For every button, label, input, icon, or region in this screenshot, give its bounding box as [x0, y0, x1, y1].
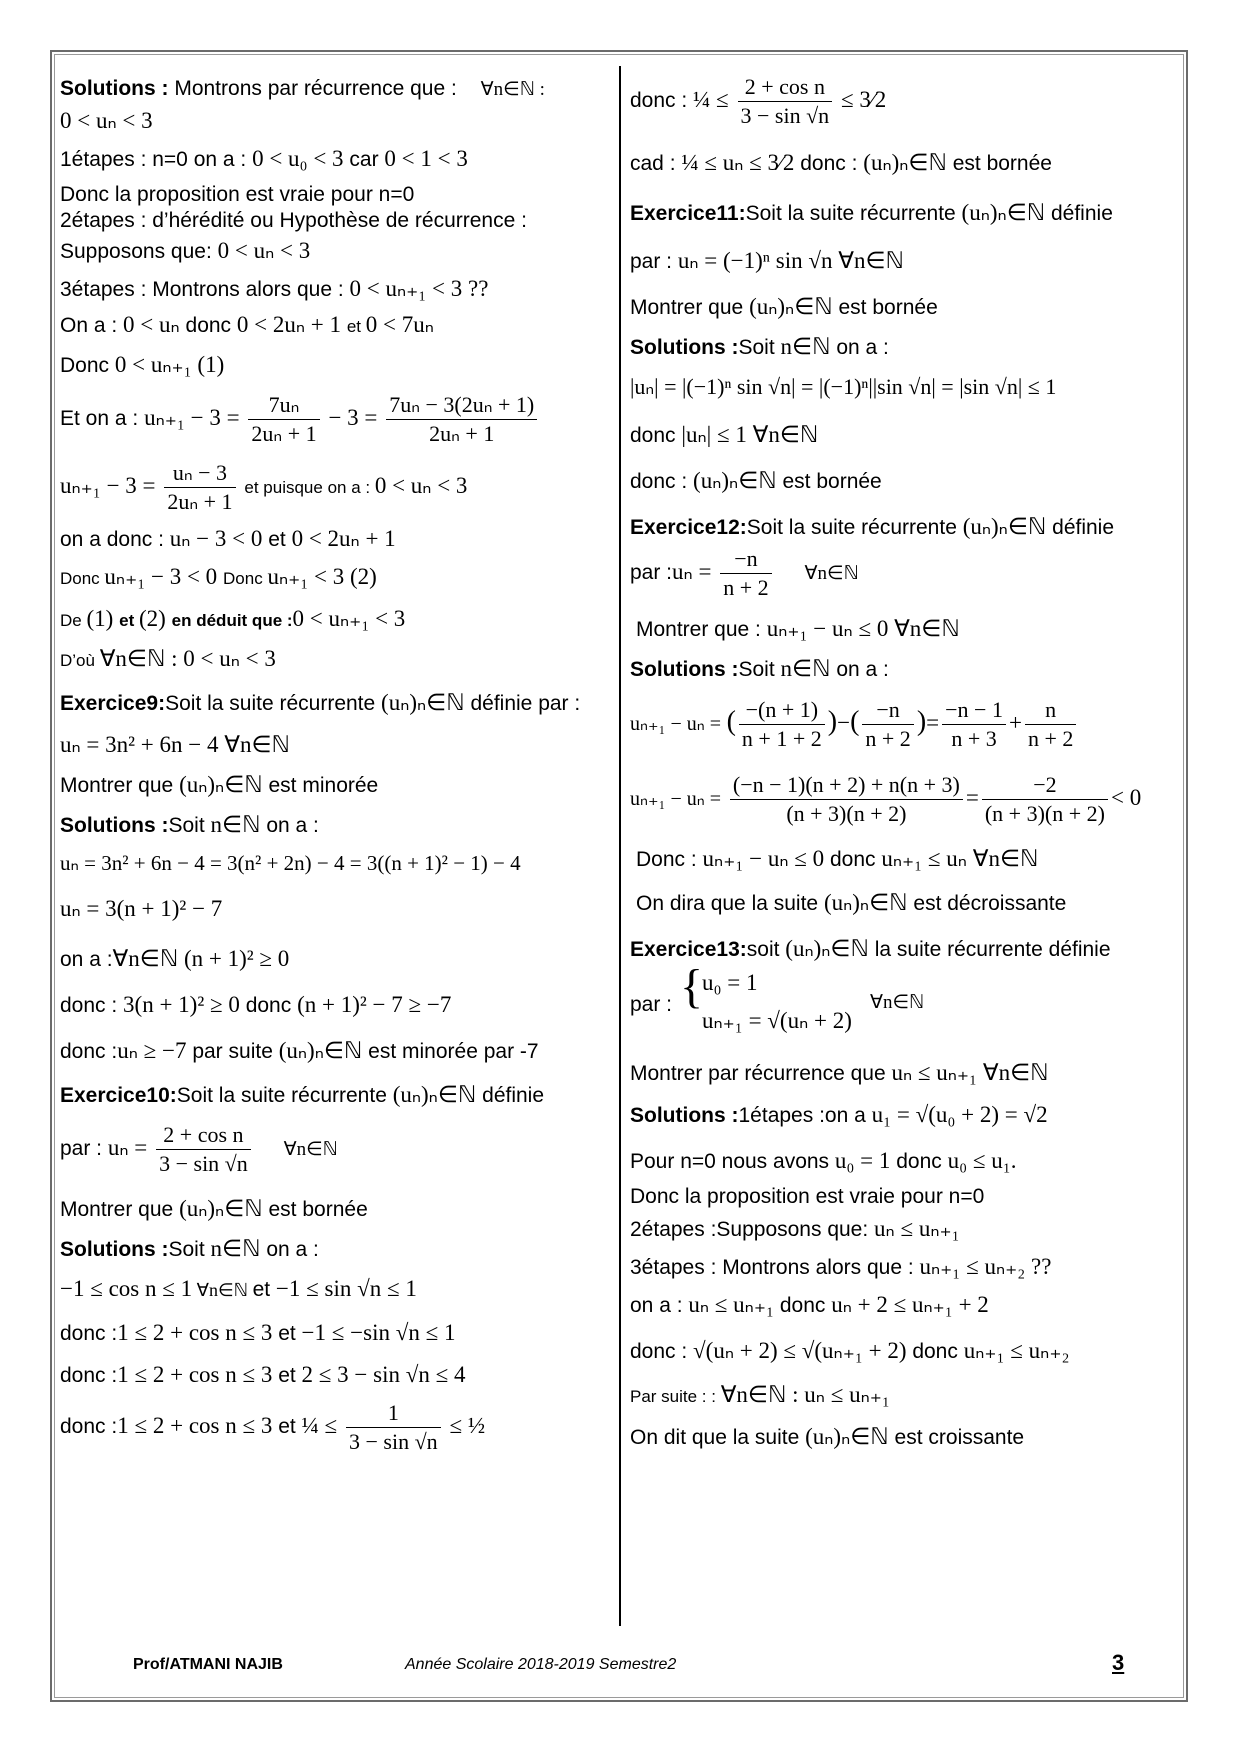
ex10-conclusion: cad : ¼ ≤ uₙ ≤ 3⁄2 donc : (uₙ)ₙ∈ℕ est bornée: [630, 150, 1052, 175]
exercise-10-title: Exercice10:Soit la suite récurrente (uₙ)ₙ∈ℕ définie: [60, 1082, 545, 1107]
exercise-13-par-suite: Par suite : : ∀n∈ℕ : uₙ ≤ uₙ₊₁: [630, 1382, 890, 1407]
exercise-11-solution: Solutions :Soit n∈ℕ on a :: [630, 334, 889, 359]
step1: 1étapes : n=0 on a : 0 < u₀ < 3 car 0 < 1 < 3: [60, 146, 468, 171]
exercise-10-question: Montrer que (uₙ)ₙ∈ℕ est bornée: [60, 1196, 368, 1221]
exercise-10-line1: −1 ≤ cos n ≤ 1 ∀n∈ℕ et −1 ≤ sin √n ≤ 1: [60, 1276, 417, 1301]
step3: 3étapes : Montrons alors que : 0 < uₙ₊₁ < 3 ??: [60, 276, 489, 301]
suppose: Supposons que: 0 < uₙ < 3: [60, 238, 311, 263]
exercise-9-ona: on a :∀n∈ℕ (n + 1)² ≥ 0: [60, 946, 290, 971]
exercise-13-question: Montrer par récurrence que uₙ ≤ uₙ₊₁ ∀n∈ℕ: [630, 1060, 1049, 1085]
donc-1: Donc 0 < uₙ₊₁ (1): [60, 352, 225, 377]
eq-simplified: uₙ₊₁ − 3 = $\frac{\text{uₙ − 3}}{\text{2uₙ + 1}}$ et puisque on a : 0 < uₙ < 3: [60, 459, 468, 514]
claim: 0 < uₙ < 3: [60, 108, 153, 133]
eq-ucn: Et on a : uₙ₊₁ − 3 = $\frac{\text{7uₙ}}{\text{2uₙ + 1}}$ − 3 = $\frac{\text{7uₙ − 3(2uₙ + 1)}}{\text{2uₙ + 1}}$: [60, 388, 540, 449]
ona-donc: on a donc : uₙ − 3 < 0 et 0 < 2uₙ + 1: [60, 526, 396, 551]
exercise-13-step3: 3étapes : Montrons alors que : uₙ₊₁ ≤ uₙ₊₂ ??: [630, 1254, 1052, 1279]
exercise-13-done: Donc la proposition est vraie pour n=0: [630, 1185, 985, 1208]
exercise-13-conclusion: On dit que la suite (uₙ)ₙ∈ℕ est croissante: [630, 1424, 1025, 1449]
exercise-10-line4: donc :1 ≤ 2 + cos n ≤ 3 et ¼ ≤ $\frac{1}{3 - \sin √n}$ ≤ ½: [60, 1399, 486, 1454]
exercise-10-line3: donc :1 ≤ 2 + cos n ≤ 3 et 2 ≤ 3 − sin √n ≤ 4: [60, 1362, 466, 1387]
deduction: De (1) et (2) en déduit que :0 < uₙ₊₁ < 3: [60, 606, 406, 631]
exercise-13-ona: on a : uₙ ≤ uₙ₊₁ donc uₙ + 2 ≤ uₙ₊₁ + 2: [630, 1292, 989, 1317]
exercise-9-question: Montrer que (uₙ)ₙ∈ℕ est minorée: [60, 772, 379, 797]
exercise-11-donc2: donc : (uₙ)ₙ∈ℕ est bornée: [630, 468, 882, 493]
exercise-11-eq: |uₙ| = |(−1)ⁿ sin √n| = |(−1)ⁿ||sin √n| = |sin √n| ≤ 1: [630, 374, 1057, 399]
exercise-12-eq1: uₙ₊₁ − uₙ = ( $\frac{-(n + 1)}{n + 1 + 2}$ )−( $\frac{-n}{n + 2}$ )= $\frac{-n - 1}{n + 3}$ + $\frac{n}{n + 2}$: [630, 690, 1079, 756]
exercise-9-eq2: uₙ = 3(n + 1)² − 7: [60, 896, 223, 921]
exercise-13-step2: 2étapes :Supposons que: uₙ ≤ uₙ₊₁: [630, 1216, 960, 1241]
step2: 2étapes : d’hérédité ou Hypothèse de récurrence :: [60, 209, 527, 232]
exercise-13-p1: Pour n=0 nous avons u₀ = 1 donc u₀ ≤ u₁.: [630, 1148, 1017, 1173]
exercise-11-title: Exercice11:Soit la suite récurrente (uₙ)ₙ∈ℕ définie: [630, 200, 1113, 225]
exercise-12-donc: Donc : uₙ₊₁ − uₙ ≤ 0 donc uₙ₊₁ ≤ uₙ ∀n∈ℕ: [636, 846, 1039, 871]
exercise-12-conclusion: On dira que la suite (uₙ)ₙ∈ℕ est décroissante: [636, 890, 1067, 915]
exercise-10-solution: Solutions :Soit n∈ℕ on a :: [60, 1236, 319, 1261]
exercise-9-conclusion: donc :uₙ ≥ −7 par suite (uₙ)ₙ∈ℕ est minorée par -7: [60, 1038, 539, 1063]
exercise-13-solution: Solutions :1étapes :on a u₁ = √(u₀ + 2) = √2: [630, 1102, 1048, 1127]
column-divider: [619, 66, 621, 1626]
exercise-12-solution: Solutions :Soit n∈ℕ on a :: [630, 656, 889, 681]
step1-done: Donc la proposition est vraie pour n=0: [60, 183, 415, 206]
exercise-12-question: Montrer que : uₙ₊₁ − uₙ ≤ 0 ∀n∈ℕ: [636, 616, 960, 641]
page-number: 3: [1112, 1650, 1125, 1675]
exercise-9-definition: uₙ = 3n² + 6n − 4 ∀n∈ℕ: [60, 732, 290, 757]
exercise-10-line2: donc :1 ≤ 2 + cos n ≤ 3 et −1 ≤ −sin √n ≤ 1: [60, 1320, 456, 1345]
footer-year: Année Scolaire 2018-2019 Semestre2: [405, 1656, 677, 1673]
exercise-12-eq2: uₙ₊₁ − uₙ = $\frac{(-n - 1)(n + 2) + n(n + 3)}{(n + 3)(n + 2)}$ = $\frac{-2}{(n + 3)(n + 2)}$ < 0: [630, 771, 1142, 826]
ona-line: On a : 0 < uₙ donc 0 < 2uₙ + 1 et 0 < 7uₙ: [60, 312, 434, 337]
ex10-bound: donc : ¼ ≤ $\frac{\text{2 + cos n}}{3 - \sin √n}$ ≤ 3⁄2: [630, 73, 887, 128]
exercise-9-title: Exercice9:Soit la suite récurrente (uₙ)ₙ∈ℕ définie par :: [60, 690, 581, 715]
conclusion-1: D’où ∀n∈ℕ : 0 < uₙ < 3: [60, 646, 276, 671]
exercise-12-definition: par :uₙ = $\frac{-n}{n + 2}$ ∀n∈ℕ: [630, 545, 859, 600]
exercise-13-title: Exercice13:soit (uₙ)ₙ∈ℕ la suite récurrente définie: [630, 936, 1111, 961]
exercise-10-definition: par : uₙ = $\frac{\text{2 + cos n}}{3 - \sin √n}$ ∀n∈ℕ: [60, 1121, 338, 1176]
exercise-11-donc1: donc |uₙ| ≤ 1 ∀n∈ℕ: [630, 422, 819, 447]
exercise-11-question: Montrer que (uₙ)ₙ∈ℕ est bornée: [630, 294, 938, 319]
exercise-9-solution: Solutions :Soit n∈ℕ on a :: [60, 812, 319, 837]
exercise-9-donc: donc : 3(n + 1)² ≥ 0 donc (n + 1)² − 7 ≥ −7: [60, 992, 452, 1017]
donc-2: Donc uₙ₊₁ − 3 < 0 Donc uₙ₊₁ < 3 (2): [60, 564, 377, 589]
footer-author: Prof/ATMANI NAJIB: [133, 1656, 283, 1673]
exercise-13-donc: donc : √(uₙ + 2) ≤ √(uₙ₊₁ + 2) donc uₙ₊₁ ≤ uₙ₊₂: [630, 1338, 1070, 1363]
exercise-12-title: Exercice12:Soit la suite récurrente (uₙ)ₙ∈ℕ définie: [630, 514, 1115, 539]
exercise-9-eq1: uₙ = 3n² + 6n − 4 = 3(n² + 2n) − 4 = 3((n + 1)² − 1) − 4: [60, 851, 521, 875]
exercise-11-definition: par : uₙ = (−1)ⁿ sin √n ∀n∈ℕ: [630, 248, 904, 273]
solutions-heading: Solutions : Montrons par récurrence que : ∀n∈ℕ :: [60, 77, 545, 100]
